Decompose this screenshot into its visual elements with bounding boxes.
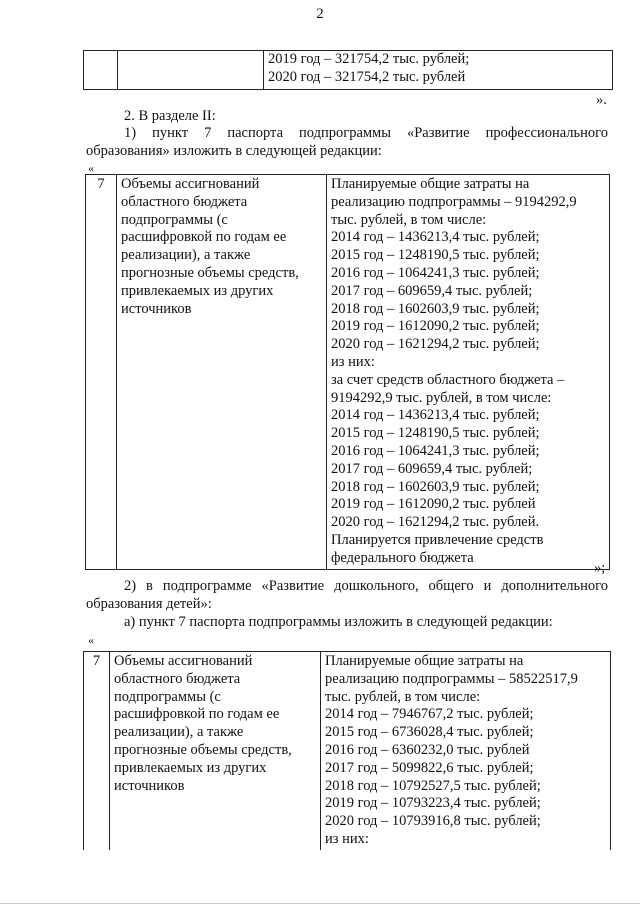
- table-cell-number: [84, 51, 118, 90]
- paragraph-line: 2) в подпрограмме «Развитие дошкольного, общего и дополнительного: [124, 578, 608, 594]
- table-cell-values: [264, 51, 613, 90]
- value-line: реализацию подпрограммы – 9194292,9: [331, 193, 577, 210]
- label-line: привлекаемых из других: [121, 282, 274, 299]
- label-line: привлекаемых из других: [114, 759, 267, 776]
- passport-table-1: [85, 174, 610, 570]
- value-line: за счет средств областного бюджета –: [331, 371, 565, 388]
- row-values: [327, 175, 610, 570]
- value-line: Планируемые общие затраты на: [325, 653, 524, 669]
- paragraph-line: образования детей»:: [86, 596, 212, 612]
- table-row: [84, 652, 611, 850]
- value-line: 2020 год – 1621294,2 тыс. рублей;: [331, 336, 540, 353]
- row-label: [110, 652, 321, 850]
- label-line: областного бюджета: [114, 670, 241, 687]
- page-number: 2: [316, 6, 324, 22]
- label-line: прогнозные объемы средств,: [114, 741, 292, 758]
- table-cell-label: [118, 51, 264, 90]
- value-line: 2018 год – 10792527,5 тыс. рублей;: [325, 777, 541, 794]
- opening-quote: «: [88, 633, 94, 647]
- value-line: 2019 год – 1612090,2 тыс. рублей;: [331, 318, 540, 335]
- row-label: [117, 175, 327, 570]
- value-line: 2015 год – 1248190,5 тыс. рублей;: [331, 425, 540, 442]
- value-line: 2014 год – 1436213,4 тыс. рублей;: [331, 229, 540, 246]
- row-number: 7: [86, 175, 117, 570]
- closing-quote: »;: [594, 560, 606, 576]
- table-row: [86, 175, 610, 570]
- value-line: 9194292,9 тыс. рублей, в том числе:: [331, 389, 552, 406]
- label-line: Объемы ассигнований: [121, 176, 260, 192]
- value-line: 2017 год – 609659,4 тыс. рублей;: [331, 282, 533, 299]
- value-line: 2017 год – 609659,4 тыс. рублей;: [331, 460, 533, 477]
- label-line: расшифровкой по годам ее: [121, 229, 287, 246]
- paragraph-line: а) пункт 7 паспорта подпрограммы изложить в следующей редакции:: [124, 614, 553, 630]
- paragraph-line: образования» изложить в следующей редакции:: [86, 143, 382, 159]
- value-line: Планируемые общие затраты на: [331, 176, 530, 192]
- table-row: [84, 51, 613, 90]
- value-line: 2016 год – 1064241,3 тыс. рублей;: [331, 264, 540, 281]
- label-line: реализации), а также: [121, 247, 251, 264]
- value-line: Планируется привлечение средств: [331, 531, 544, 548]
- label-line: подпрограммы (с: [121, 211, 228, 228]
- value-line: федерального бюджета: [331, 549, 474, 566]
- value-line: 2018 год – 1602603,9 тыс. рублей;: [331, 478, 540, 495]
- value-line: 2018 год – 1602603,9 тыс. рублей;: [331, 300, 540, 317]
- continued-table: [83, 50, 613, 90]
- value-line: 2019 год – 10793223,4 тыс. рублей;: [325, 795, 541, 812]
- label-line: областного бюджета: [121, 193, 248, 210]
- value-line: тыс. рублей, в том числе:: [331, 211, 487, 228]
- value-line: из них:: [331, 353, 375, 370]
- opening-quote: «: [88, 161, 94, 175]
- value-line: 2020 год – 321754,2 тыс. рублей: [268, 68, 466, 85]
- value-line: 2015 год – 1248190,5 тыс. рублей;: [331, 247, 540, 264]
- page-edge: [0, 903, 640, 904]
- value-line: реализацию подпрограммы – 58522517,9: [325, 670, 578, 687]
- value-line: 2016 год – 1064241,3 тыс. рублей;: [331, 442, 540, 459]
- value-line: 2014 год – 1436213,4 тыс. рублей;: [331, 407, 540, 424]
- section-heading: 2. В разделе II:: [124, 108, 216, 124]
- value-line: 2015 год – 6736028,4 тыс. рублей;: [325, 724, 534, 741]
- label-line: подпрограммы (с: [114, 688, 221, 705]
- value-line: 2019 год – 1612090,2 тыс. рублей: [331, 496, 536, 513]
- closing-quote: ».: [596, 92, 607, 108]
- value-line: 2020 год – 10793916,8 тыс. рублей;: [325, 813, 541, 830]
- paragraph-line: 1) пункт 7 паспорта подпрограммы «Развитие профессионального: [124, 125, 608, 141]
- label-line: источников: [114, 777, 185, 794]
- passport-table-2: [83, 651, 611, 850]
- value-line: 2014 год – 7946767,2 тыс. рублей;: [325, 706, 534, 723]
- label-line: реализации), а также: [114, 724, 244, 741]
- row-number: 7: [84, 652, 110, 850]
- value-line: 2016 год – 6360232,0 тыс. рублей: [325, 741, 530, 758]
- row-values: [321, 652, 611, 850]
- label-line: Объемы ассигнований: [114, 653, 253, 669]
- value-line: 2019 год – 321754,2 тыс. рублей;: [268, 51, 470, 67]
- label-line: источников: [121, 300, 192, 317]
- value-line: 2017 год – 5099822,6 тыс. рублей;: [325, 759, 534, 776]
- value-line: тыс. рублей, в том числе:: [325, 688, 481, 705]
- label-line: прогнозные объемы средств,: [121, 264, 299, 281]
- label-line: расшифровкой по годам ее: [114, 706, 280, 723]
- value-line: 2020 год – 1621294,2 тыс. рублей.: [331, 514, 540, 531]
- value-line: из них:: [325, 830, 369, 847]
